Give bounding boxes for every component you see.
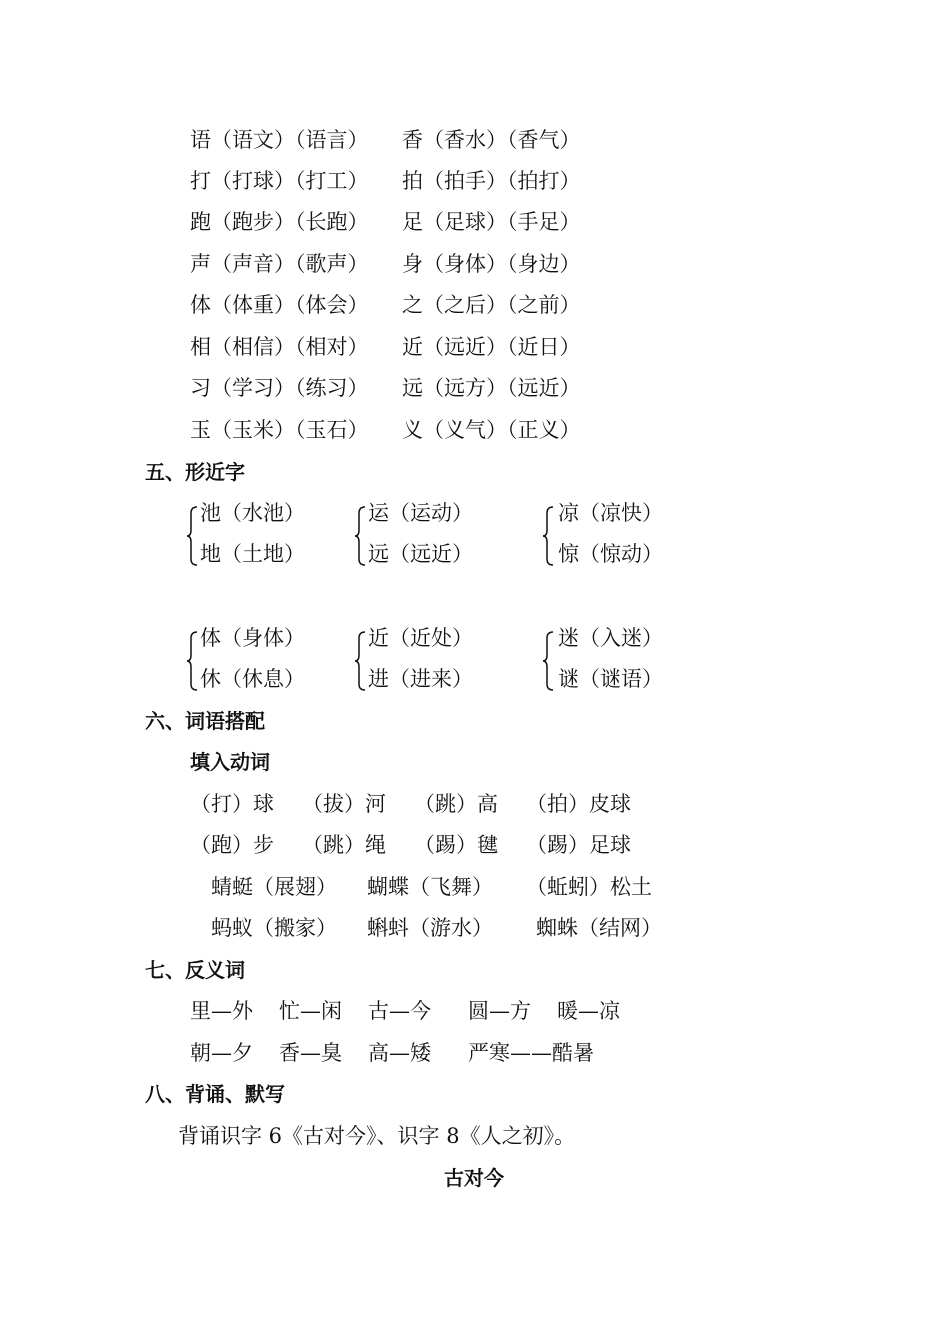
verb-match-item: （踢）毽 [414, 833, 498, 857]
section5-heading: 五、形近字 [145, 460, 245, 484]
verb-match-item: （蚯蚓）松土 [526, 875, 652, 899]
antonym-pair: 古—今 [368, 999, 431, 1023]
antonym-pair: 暖—凉 [557, 999, 620, 1023]
section8-heading: 八、背诵、默写 [145, 1082, 285, 1106]
vocab-left-7: 习（学习）（练习） [190, 376, 369, 400]
vocab-right-2: 拍（拍手）（拍打） [402, 169, 581, 193]
similar-char-6-top: 迷（入迷） [558, 626, 663, 650]
vocab-left-1: 语（语文）（语言） [190, 128, 369, 152]
verb-match-item: 蜻蜓（展翅） [211, 875, 337, 899]
verb-match-item: （拍）皮球 [526, 792, 631, 816]
similar-char-2-top: 运（运动） [368, 501, 473, 525]
vocab-left-8: 玉（玉米）（玉石） [190, 418, 369, 442]
brace-icon [186, 505, 198, 567]
recite-instructions: 背诵识字 6《古对今》、识字 8《人之初》。 [178, 1124, 576, 1148]
vocab-right-3: 足（足球）（手足） [402, 210, 581, 234]
brace-icon [542, 505, 554, 567]
similar-char-1-top: 池（水池） [200, 501, 305, 525]
verb-match-item: （跳）高 [414, 792, 498, 816]
vocab-left-2: 打（打球）（打工） [190, 169, 369, 193]
similar-char-5-top: 近（近处） [368, 626, 473, 650]
antonym-pair: 圆—方 [468, 999, 531, 1023]
antonym-pair: 高—矮 [368, 1041, 431, 1065]
vocab-left-4: 声（声音）（歌声） [190, 252, 369, 276]
vocab-right-1: 香（香水）（香气） [402, 128, 581, 152]
brace-icon [186, 630, 198, 692]
verb-match-item: 蚂蚁（搬家） [211, 916, 337, 940]
antonym-pair: 忙—闲 [279, 999, 342, 1023]
verb-match-item: （拔）河 [302, 792, 386, 816]
section6-subheading: 填入动词 [190, 750, 270, 774]
verb-match-item: （跑）步 [190, 833, 274, 857]
similar-char-4-top: 体（身体） [200, 626, 305, 650]
similar-char-1-bottom: 地（土地） [200, 542, 305, 566]
similar-char-2-bottom: 远（远近） [368, 542, 473, 566]
antonym-pair: 严寒——酷暑 [468, 1041, 594, 1065]
vocab-right-8: 义（义气）（正义） [402, 418, 581, 442]
similar-char-3-bottom: 惊（惊动） [558, 542, 663, 566]
similar-char-4-bottom: 休（休息） [200, 667, 305, 691]
verb-match-item: 蝴蝶（飞舞） [367, 875, 493, 899]
antonym-pair: 朝—夕 [190, 1041, 253, 1065]
antonym-pair: 里—外 [190, 999, 253, 1023]
verb-match-item: 蝌蚪（游水） [367, 916, 493, 940]
similar-char-5-bottom: 进（进来） [368, 667, 473, 691]
poem-title: 古对今 [444, 1166, 504, 1190]
vocab-right-6: 近（远近）（近日） [402, 335, 581, 359]
brace-icon [354, 630, 366, 692]
vocab-right-7: 远（远方）（远近） [402, 376, 581, 400]
verb-match-item: （打）球 [190, 792, 274, 816]
vocab-right-4: 身（身体）（身边） [402, 252, 581, 276]
vocab-right-5: 之（之后）（之前） [402, 293, 581, 317]
verb-match-item: （跳）绳 [302, 833, 386, 857]
section7-heading: 七、反义词 [145, 958, 245, 982]
vocab-left-5: 体（体重）（体会） [190, 293, 369, 317]
brace-icon [354, 505, 366, 567]
similar-char-6-bottom: 谜（谜语） [558, 667, 663, 691]
section6-heading: 六、词语搭配 [145, 709, 265, 733]
verb-match-item: （踢）足球 [526, 833, 631, 857]
antonym-pair: 香—臭 [279, 1041, 342, 1065]
vocab-left-3: 跑（跑步）（长跑） [190, 210, 369, 234]
verb-match-item: 蜘蛛（结网） [536, 916, 662, 940]
brace-icon [542, 630, 554, 692]
vocab-left-6: 相（相信）（相对） [190, 335, 369, 359]
similar-char-3-top: 凉（凉快） [558, 501, 663, 525]
